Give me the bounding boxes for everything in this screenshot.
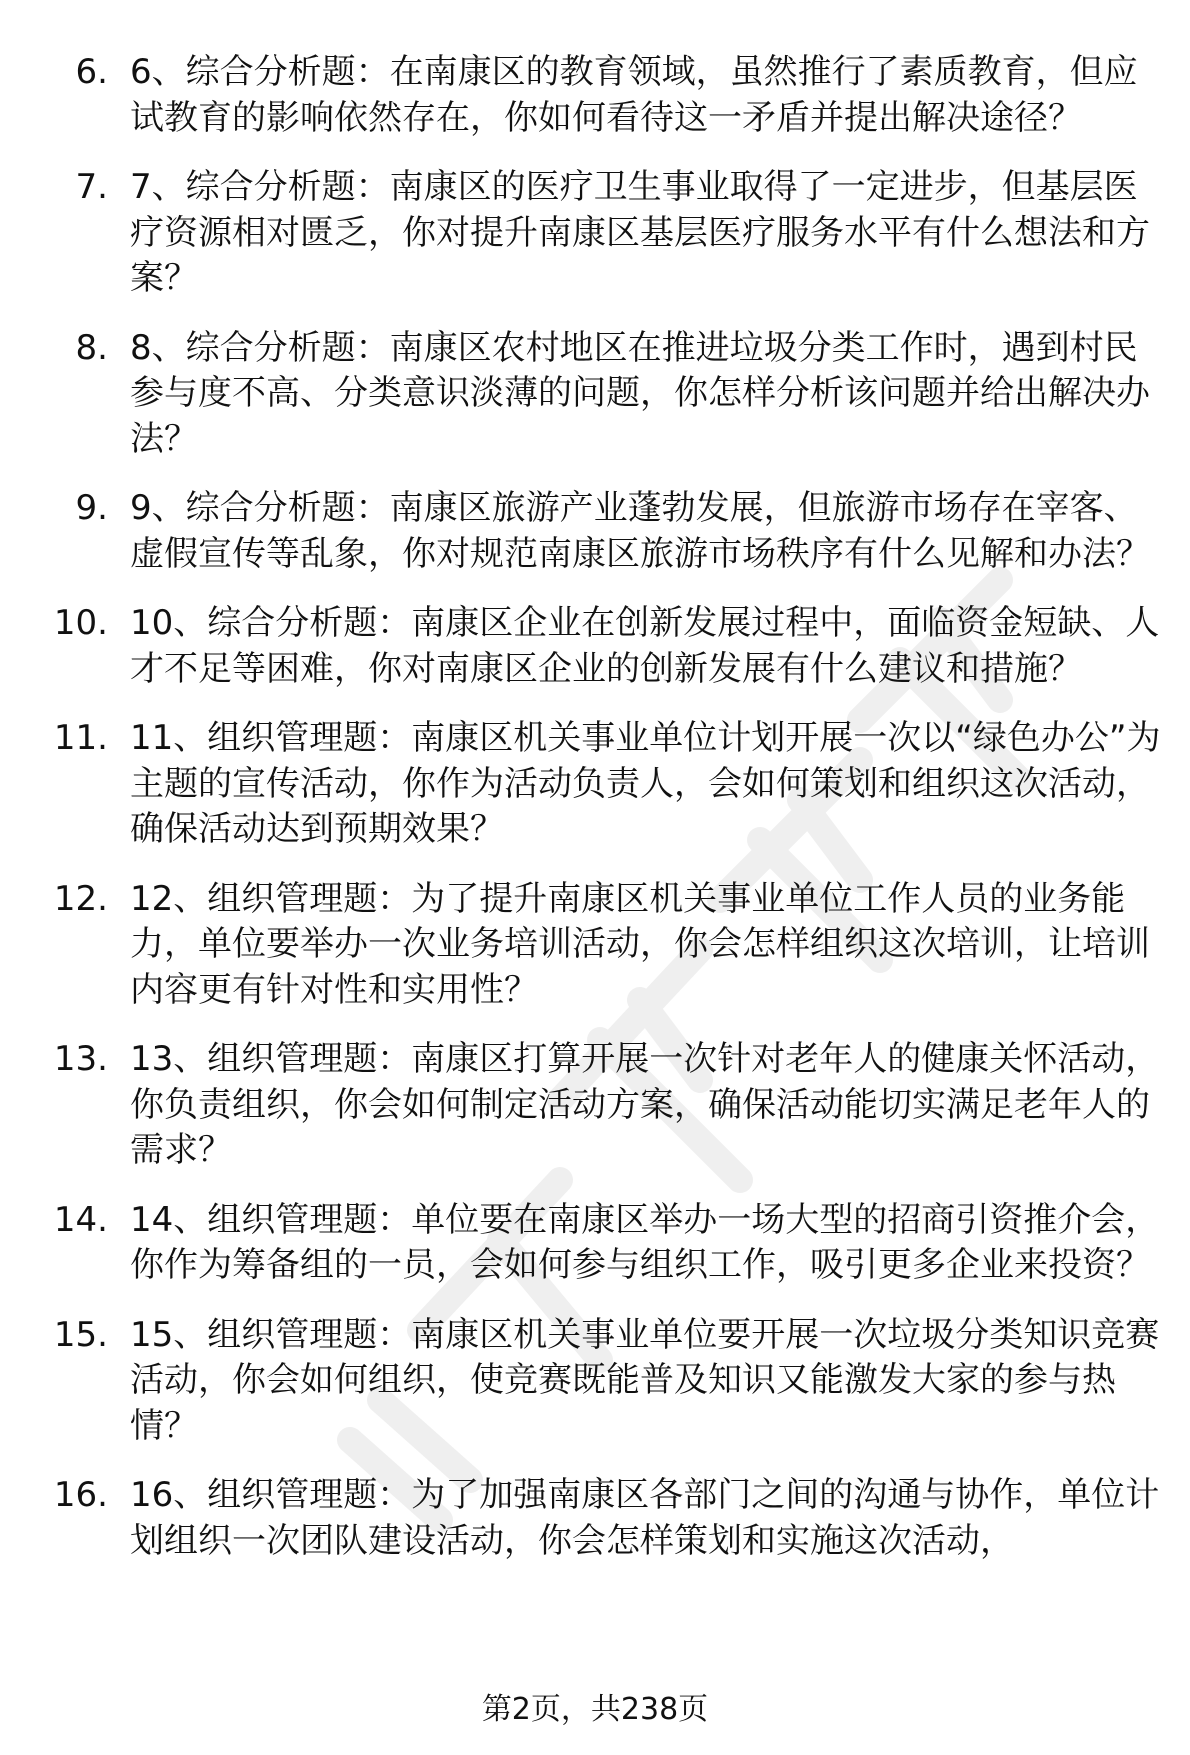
question-item: [0, 326, 1190, 463]
question-text: 8、综合分析题：南康区农村地区在推进垃圾分类工作时，遇到村民参与度不高、分类意识淡薄的问题，你怎样分析该问题并给出解决办法？: [130, 327, 1150, 459]
question-item: [0, 877, 1190, 1014]
question-text: 7、综合分析题：南康区的医疗卫生事业取得了一定进步，但基层医疗资源相对匮乏，你对提升南康区基层医疗服务水平有什么想法和方案？: [130, 167, 1150, 298]
question-number: 6.: [75, 52, 108, 92]
question-text: 14、组织管理题：单位要在南康区举办一场大型的招商引资推介会，你作为筹备组的一员，会如何参与组织工作，吸引更多企业来投资？: [130, 1199, 1160, 1285]
question-item: [0, 1198, 1190, 1289]
question-number: 12.: [53, 878, 108, 919]
question-item: [0, 1037, 1190, 1174]
question-text: 6、综合分析题：在南康区的教育领域，虽然推行了素质教育，但应试教育的影响依然存在，你如何看待这一矛盾并提出解决途径？: [130, 52, 1138, 138]
question-number: 8.: [75, 327, 108, 368]
question-text: 13、组织管理题：南康区打算开展一次针对老年人的健康关怀活动，你负责组织，你会如何制定活动方案，确保活动能切实满足老年人的需求？: [130, 1039, 1160, 1170]
question-item: [0, 165, 1190, 302]
question-item: [0, 601, 1190, 692]
question-text: 11、组织管理题：南康区机关事业单位计划开展一次以“绿色办公”为主题的宣传活动，你作为活动负责人，会如何策划和组织这次活动，确保活动达到预期效果？: [130, 718, 1161, 849]
question-number: 13.: [53, 1039, 108, 1079]
page-footer: 第2页，共238页: [481, 1692, 709, 1727]
question-text: 15、组织管理题：南康区机关事业单位要开展一次垃圾分类知识竞赛活动，你会如何组织，使竞赛既能普及知识又能激发大家的参与热情？: [130, 1314, 1160, 1446]
question-text: 16、组织管理题：为了加强南康区各部门之间的沟通与协作，单位计划组织一次团队建设活动，你会怎样策划和实施这次活动，: [130, 1475, 1160, 1561]
question-number: 15.: [53, 1314, 108, 1355]
question-item: [0, 1473, 1190, 1564]
question-text: 9、综合分析题：南康区旅游产业蓬勃发展，但旅游市场存在宰客、虚假宣传等乱象，你对规范南康区旅游市场秩序有什么见解和办法？: [130, 488, 1150, 574]
question-number: 16.: [53, 1475, 108, 1515]
question-number: 9.: [75, 488, 108, 528]
question-item: [0, 50, 1190, 141]
question-list: [0, 50, 1190, 1588]
question-item: [0, 1313, 1190, 1450]
question-text: 10、综合分析题：南康区企业在创新发展过程中，面临资金短缺、人才不足等困难，你对南康区企业的创新发展有什么建议和措施？: [130, 603, 1160, 689]
question-text: 12、组织管理题：为了提升南康区机关事业单位工作人员的业务能力，单位要举办一次业务培训活动，你会怎样组织这次培训，让培训内容更有针对性和实用性？: [130, 878, 1150, 1010]
question-number: 11.: [53, 718, 108, 758]
question-number: 10.: [53, 603, 108, 643]
question-number: 14.: [53, 1199, 108, 1240]
question-item: [0, 486, 1190, 577]
question-item: [0, 716, 1190, 853]
question-number: 7.: [75, 167, 108, 207]
